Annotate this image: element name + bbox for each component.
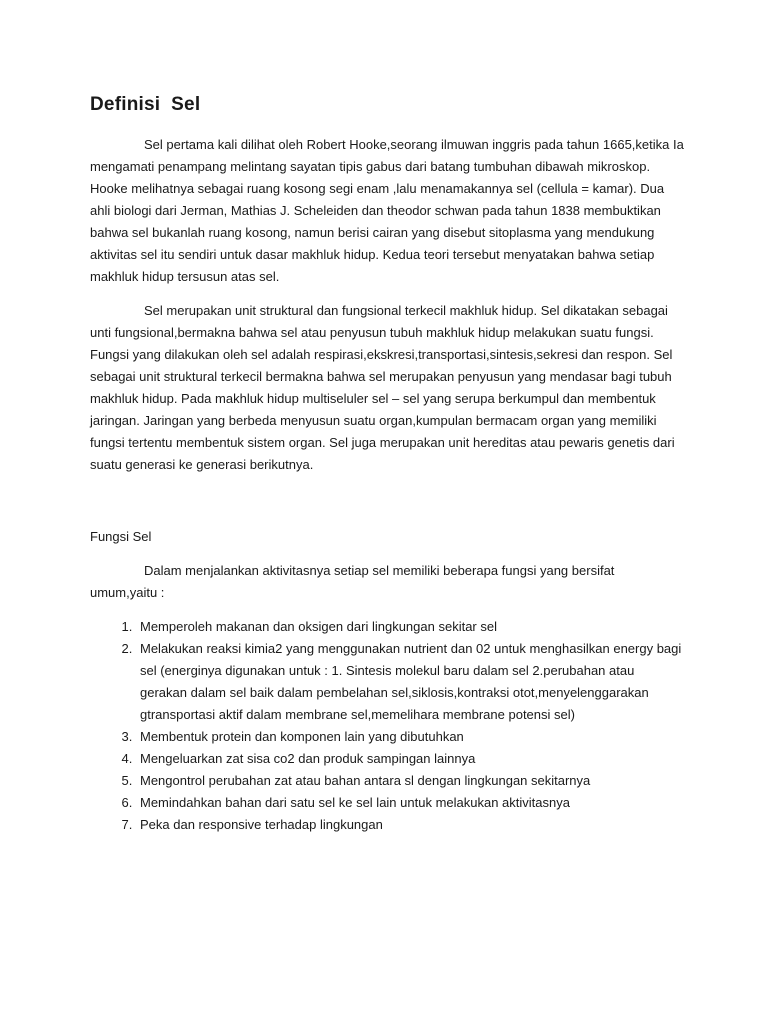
list-item: 3. Membentuk protein dan komponen lain yang dibutuhkan: [136, 726, 684, 748]
document-title: Definisi Sel: [90, 94, 201, 115]
function-list: [90, 616, 684, 836]
paragraph-definition: Sel merupakan unit struktural dan fungsional terkecil makhluk hidup. Sel dikatakan sebagai unti fungsional,bermakna bahwa sel atau penyusun tubuh makhluk hidup melakukan suatu fungsi. Fungsi yang dilakukan oleh sel adalah respirasi,ekskresi,transportasi,sintesis,sekresi dan respon. Sel sebagai unit struktural terkecil bermakna bahwa sel merupakan penyusun yang mendasar bagi tubuh makhluk hidup. Pada makhluk hidup multiseluler sel – sel yang serupa berkumpul dan membentuk jaringan. Jaringan yang berbeda menyusun suatu organ,kumpulan bermacam organ yang memiliki fungsi tertentu membentuk sistem organ. Sel juga merupakan unit hereditas atau pewaris genetis dari suatu generasi ke generasi berikutnya.: [90, 303, 675, 472]
section-intro: Dalam menjalankan aktivitasnya setiap sel memiliki beberapa fungsi yang bersifat umum,yaitu :: [90, 563, 615, 600]
list-item: 4. Mengeluarkan zat sisa co2 dan produk sampingan lainnya: [136, 748, 684, 770]
list-item: 6. Memindahkan bahan dari satu sel ke sel lain untuk melakukan aktivitasnya: [136, 792, 684, 814]
paragraph-history: Sel pertama kali dilihat oleh Robert Hooke,seorang ilmuwan inggris pada tahun 1665,ketika Ia mengamati penampang melintang sayatan tipis gabus dari batang tumbuhan dibawah mikroskop. Hooke melihatnya sebagai ruang kosong segi enam ,lalu menamakannya sel (cellula = kamar). Dua ahli biologi dari Jerman, Mathias J. Scheleiden dan theodor schwan pada tahun 1838 membuktikan bahwa sel bukanlah ruang kosong, namun berisi cairan yang disebut sitoplasma yang mendukung aktivitas sel itu sendiri untuk dasar makhluk hidup. Kedua teori tersebut menyatakan bahwa setiap makhluk hidup tersusun atas sel.: [90, 137, 684, 284]
document-body: [90, 94, 684, 836]
list-item: 1. Memperoleh makanan dan oksigen dari lingkungan sekitar sel: [136, 616, 684, 638]
list-item: 2. Melakukan reaksi kimia2 yang menggunakan nutrient dan 02 untuk menghasilkan energy bagi sel (energinya digunakan untuk : 1. Sintesis molekul baru dalam sel 2.perubahan atau gerakan dalam sel baik dalam pembelahan sel,siklosis,kontraksi otot,menyelenggarakan gtransportasi aktif dalam membrane sel,memelihara membrane potensi sel): [136, 638, 684, 726]
section-heading-fungsi-sel: Fungsi Sel: [90, 529, 152, 544]
list-item: 5. Mengontrol perubahan zat atau bahan antara sl dengan lingkungan sekitarnya: [136, 770, 684, 792]
list-item: 7. Peka dan responsive terhadap lingkungan: [136, 814, 684, 836]
